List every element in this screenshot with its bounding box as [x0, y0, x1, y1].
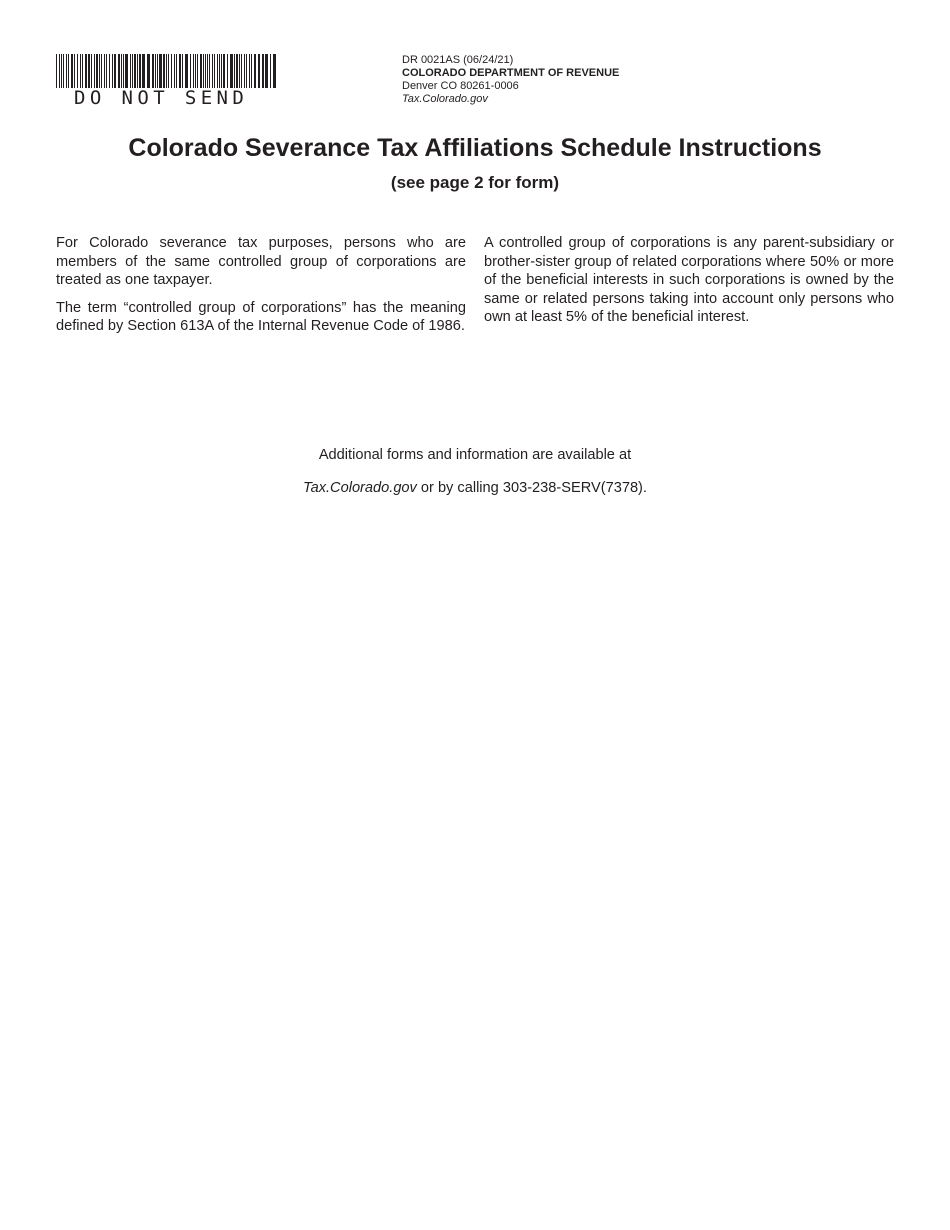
barcode-bar	[270, 54, 271, 88]
left-column	[56, 234, 466, 345]
barcode-bar	[142, 54, 145, 88]
barcode-bar	[163, 54, 165, 88]
footer-website: Tax.Colorado.gov	[303, 480, 417, 496]
barcode-bar	[227, 54, 228, 88]
barcode-bar	[106, 54, 107, 88]
barcode-bar	[195, 54, 196, 88]
footer-line-2	[0, 479, 950, 498]
barcode-bar	[121, 54, 122, 88]
agency-website: Tax.Colorado.gov	[402, 93, 488, 105]
barcode-bar	[258, 54, 260, 88]
barcode-bar	[244, 54, 245, 88]
barcode-bar	[190, 54, 191, 88]
barcode-bar	[254, 54, 256, 88]
barcode-bar	[171, 54, 172, 88]
barcode-bar	[209, 54, 210, 88]
barcode-bar	[236, 54, 238, 88]
barcode-bar	[91, 54, 92, 88]
footer-line-1: Additional forms and information are available at	[318, 447, 632, 463]
barcode-bar	[197, 54, 198, 88]
barcode-bar	[88, 54, 90, 88]
barcode-bar	[214, 54, 215, 88]
barcode-bar	[203, 54, 204, 88]
barcode-bar	[251, 54, 252, 88]
barcode-bar	[104, 54, 105, 88]
barcode-bar	[223, 54, 225, 88]
page-subtitle: (see page 2 for form)	[390, 173, 560, 192]
barcode-bar	[182, 54, 183, 88]
barcode	[56, 54, 278, 110]
barcode-bar	[221, 54, 222, 88]
barcode-bar	[66, 54, 67, 88]
barcode-bar	[155, 54, 156, 88]
barcode-bar	[262, 54, 264, 88]
barcode-bar	[139, 54, 141, 88]
barcode-bar	[174, 54, 175, 88]
barcode-caption: DO NOT SEND	[74, 87, 249, 109]
barcode-bar	[241, 54, 242, 88]
barcode-bar	[249, 54, 250, 88]
barcode-bar	[112, 54, 113, 88]
barcode-bar	[114, 54, 116, 88]
barcode-bar	[118, 54, 120, 88]
barcode-bar	[265, 54, 268, 88]
barcode-bar	[273, 54, 276, 88]
barcode-bar	[168, 54, 169, 88]
barcode-bar	[212, 54, 213, 88]
barcode-bar	[157, 54, 158, 88]
footer-phone-text: or by calling 303-238-SERV(7378).	[416, 480, 647, 496]
barcode-bar	[176, 54, 177, 88]
paragraph-2: The term “controlled group of corporations” has the meaning defined by Section 613A of the Internal Revenue Code of 1986.	[56, 299, 466, 334]
right-column	[484, 234, 894, 336]
barcode-bar	[132, 54, 133, 88]
agency-address: Denver CO 80261-0006	[402, 80, 519, 92]
barcode-bar	[82, 54, 83, 88]
barcode-bar	[94, 54, 95, 88]
barcode-bar	[185, 54, 188, 88]
paragraph-3: A controlled group of corporations is any parent-subsidiary or brother-sister group of related corporations where 50% or more of the beneficial interests in such corporations is owned by the same or related persons taking into account only persons who own at least 5% of the beneficial interest.	[484, 235, 894, 325]
barcode-bar	[56, 54, 57, 88]
agency-name: COLORADO DEPARTMENT OF REVENUE	[402, 67, 620, 79]
barcode-bar	[77, 54, 78, 88]
barcode-bar	[152, 54, 154, 88]
page-title: Colorado Severance Tax Affiliations Schedule Instructions	[128, 134, 822, 162]
barcode-bar	[219, 54, 220, 88]
barcode-bar	[147, 54, 150, 88]
barcode-bar	[137, 54, 138, 88]
barcode-bar	[234, 54, 235, 88]
barcode-bar	[123, 54, 124, 88]
barcode-bar	[74, 54, 75, 88]
barcode-bar	[207, 54, 208, 88]
barcode-bar	[205, 54, 206, 88]
barcode-bar	[159, 54, 162, 88]
barcode-bar	[99, 54, 100, 88]
barcode-bar	[85, 54, 87, 88]
barcode-bar	[134, 54, 136, 88]
barcode-bar	[246, 54, 247, 88]
barcode-bar	[239, 54, 240, 88]
barcode-bar	[230, 54, 233, 88]
barcode-bar	[80, 54, 81, 88]
form-id: DR 0021AS (06/24/21)	[402, 54, 514, 66]
barcode-bar	[63, 54, 64, 88]
barcode-bar	[217, 54, 218, 88]
barcode-bar	[179, 54, 181, 88]
barcode-bar	[166, 54, 167, 88]
barcode-bar	[68, 54, 69, 88]
barcode-graphic	[56, 54, 276, 88]
barcode-bar	[200, 54, 202, 88]
barcode-bar	[61, 54, 62, 88]
barcode-bar	[71, 54, 73, 88]
barcode-bar	[193, 54, 194, 88]
agency-header	[402, 54, 619, 106]
barcode-bar	[130, 54, 131, 88]
barcode-bar	[96, 54, 98, 88]
barcode-bar	[59, 54, 60, 88]
barcode-bar	[109, 54, 110, 88]
barcode-bar	[101, 54, 102, 88]
barcode-bar	[125, 54, 128, 88]
paragraph-1: For Colorado severance tax purposes, persons who are members of the same controlled group of corporations are treated as one taxpayer.	[56, 235, 466, 288]
